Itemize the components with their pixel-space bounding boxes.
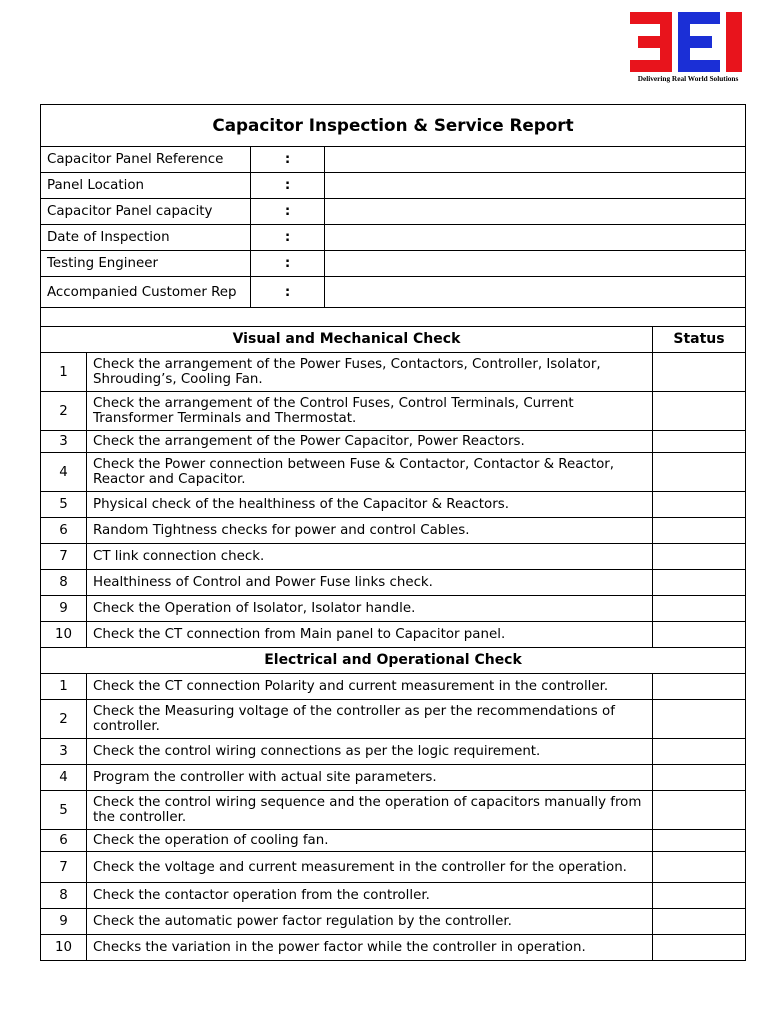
item-text: Check the contactor operation from the controller.: [87, 883, 653, 909]
status-heading: Status: [653, 327, 746, 353]
inspection-form: [40, 104, 745, 961]
check-row: [41, 791, 746, 830]
check-row: [41, 453, 746, 492]
field-label: Date of Inspection: [41, 225, 251, 251]
item-number: 10: [41, 935, 87, 961]
item-text: CT link connection check.: [87, 544, 653, 570]
check-row: [41, 353, 746, 392]
report-title: Capacitor Inspection & Service Report: [41, 105, 746, 147]
field-value[interactable]: [325, 199, 746, 225]
report-table: [40, 104, 746, 961]
status-cell[interactable]: [653, 852, 746, 883]
item-number: 10: [41, 622, 87, 648]
item-number: 2: [41, 392, 87, 431]
check-row: [41, 700, 746, 739]
status-cell[interactable]: [653, 700, 746, 739]
field-label: Capacitor Panel capacity: [41, 199, 251, 225]
check-row: [41, 392, 746, 431]
status-cell[interactable]: [653, 492, 746, 518]
item-text: Physical check of the healthiness of the Capacitor & Reactors.: [87, 492, 653, 518]
item-text: Random Tightness checks for power and control Cables.: [87, 518, 653, 544]
status-cell[interactable]: [653, 765, 746, 791]
field-value[interactable]: [325, 147, 746, 173]
item-number: 9: [41, 596, 87, 622]
check-row: [41, 909, 746, 935]
item-text: Check the control wiring connections as per the logic requirement.: [87, 739, 653, 765]
status-cell[interactable]: [653, 622, 746, 648]
item-number: 8: [41, 570, 87, 596]
title-row: [41, 105, 746, 147]
item-number: 5: [41, 492, 87, 518]
field-value[interactable]: [325, 173, 746, 199]
field-separator: :: [251, 225, 325, 251]
item-text: Check the control wiring sequence and the operation of capacitors manually from the controller.: [87, 791, 653, 830]
item-text: Check the CT connection from Main panel to Capacitor panel.: [87, 622, 653, 648]
company-logo: [626, 10, 750, 90]
item-text: Healthiness of Control and Power Fuse links check.: [87, 570, 653, 596]
item-text: Check the operation of cooling fan.: [87, 830, 653, 852]
item-number: 7: [41, 544, 87, 570]
field-separator: :: [251, 199, 325, 225]
section-heading: Visual and Mechanical Check: [41, 327, 653, 353]
status-cell[interactable]: [653, 883, 746, 909]
status-cell[interactable]: [653, 674, 746, 700]
logo-tagline: Delivering Real World Solutions: [637, 74, 739, 83]
status-cell[interactable]: [653, 830, 746, 852]
check-row: [41, 518, 746, 544]
item-number: 2: [41, 700, 87, 739]
status-cell[interactable]: [653, 935, 746, 961]
item-text: Check the Power connection between Fuse & Contactor, Contactor & Reactor, Reactor and Capacitor.: [87, 453, 653, 492]
item-text: Check the CT connection Polarity and current measurement in the controller.: [87, 674, 653, 700]
status-cell[interactable]: [653, 570, 746, 596]
field-separator: :: [251, 251, 325, 277]
spacer-row: [41, 308, 746, 327]
item-number: 7: [41, 852, 87, 883]
check-row: [41, 622, 746, 648]
item-text: Checks the variation in the power factor while the controller in operation.: [87, 935, 653, 961]
item-number: 3: [41, 739, 87, 765]
status-cell[interactable]: [653, 518, 746, 544]
item-text: Check the automatic power factor regulation by the controller.: [87, 909, 653, 935]
field-value[interactable]: [325, 251, 746, 277]
field-row: [41, 173, 746, 199]
visual-check-header: [41, 327, 746, 353]
item-text: Program the controller with actual site parameters.: [87, 765, 653, 791]
check-row: [41, 830, 746, 852]
field-value[interactable]: [325, 225, 746, 251]
check-row: [41, 544, 746, 570]
item-number: 1: [41, 353, 87, 392]
item-number: 1: [41, 674, 87, 700]
status-cell[interactable]: [653, 392, 746, 431]
field-row: [41, 251, 746, 277]
item-number: 6: [41, 830, 87, 852]
check-row: [41, 935, 746, 961]
status-cell[interactable]: [653, 791, 746, 830]
item-text: Check the voltage and current measurement in the controller for the operation.: [87, 852, 653, 883]
field-row: [41, 277, 746, 308]
item-number: 6: [41, 518, 87, 544]
section-heading: Electrical and Operational Check: [41, 648, 746, 674]
check-row: [41, 883, 746, 909]
field-label: Testing Engineer: [41, 251, 251, 277]
item-text: Check the arrangement of the Power Fuses, Contactors, Controller, Isolator, Shrouding’s, Cooling Fan.: [87, 353, 653, 392]
check-row: [41, 739, 746, 765]
check-row: [41, 431, 746, 453]
check-row: [41, 674, 746, 700]
item-number: 3: [41, 431, 87, 453]
item-number: 5: [41, 791, 87, 830]
field-label: Accompanied Customer Rep: [41, 277, 251, 308]
check-row: [41, 596, 746, 622]
electrical-check-header: [41, 648, 746, 674]
item-text: Check the arrangement of the Control Fuses, Control Terminals, Current Transformer Terminals and Thermostat.: [87, 392, 653, 431]
status-cell[interactable]: [653, 739, 746, 765]
field-separator: :: [251, 277, 325, 308]
field-label: Panel Location: [41, 173, 251, 199]
check-row: [41, 492, 746, 518]
field-row: [41, 199, 746, 225]
item-number: 8: [41, 883, 87, 909]
field-value[interactable]: [325, 277, 746, 308]
item-number: 4: [41, 765, 87, 791]
item-text: Check the Measuring voltage of the controller as per the recommendations of controller.: [87, 700, 653, 739]
check-row: [41, 852, 746, 883]
field-row: [41, 147, 746, 173]
status-cell[interactable]: [653, 909, 746, 935]
item-text: Check the Operation of Isolator, Isolator handle.: [87, 596, 653, 622]
field-label: Capacitor Panel Reference: [41, 147, 251, 173]
status-cell[interactable]: [653, 453, 746, 492]
item-number: 9: [41, 909, 87, 935]
field-separator: :: [251, 173, 325, 199]
check-row: [41, 570, 746, 596]
status-cell[interactable]: [653, 596, 746, 622]
item-number: 4: [41, 453, 87, 492]
status-cell[interactable]: [653, 431, 746, 453]
status-cell[interactable]: [653, 353, 746, 392]
check-row: [41, 765, 746, 791]
logo-mark: [628, 12, 748, 72]
field-separator: :: [251, 147, 325, 173]
status-cell[interactable]: [653, 544, 746, 570]
item-text: Check the arrangement of the Power Capacitor, Power Reactors.: [87, 431, 653, 453]
field-row: [41, 225, 746, 251]
